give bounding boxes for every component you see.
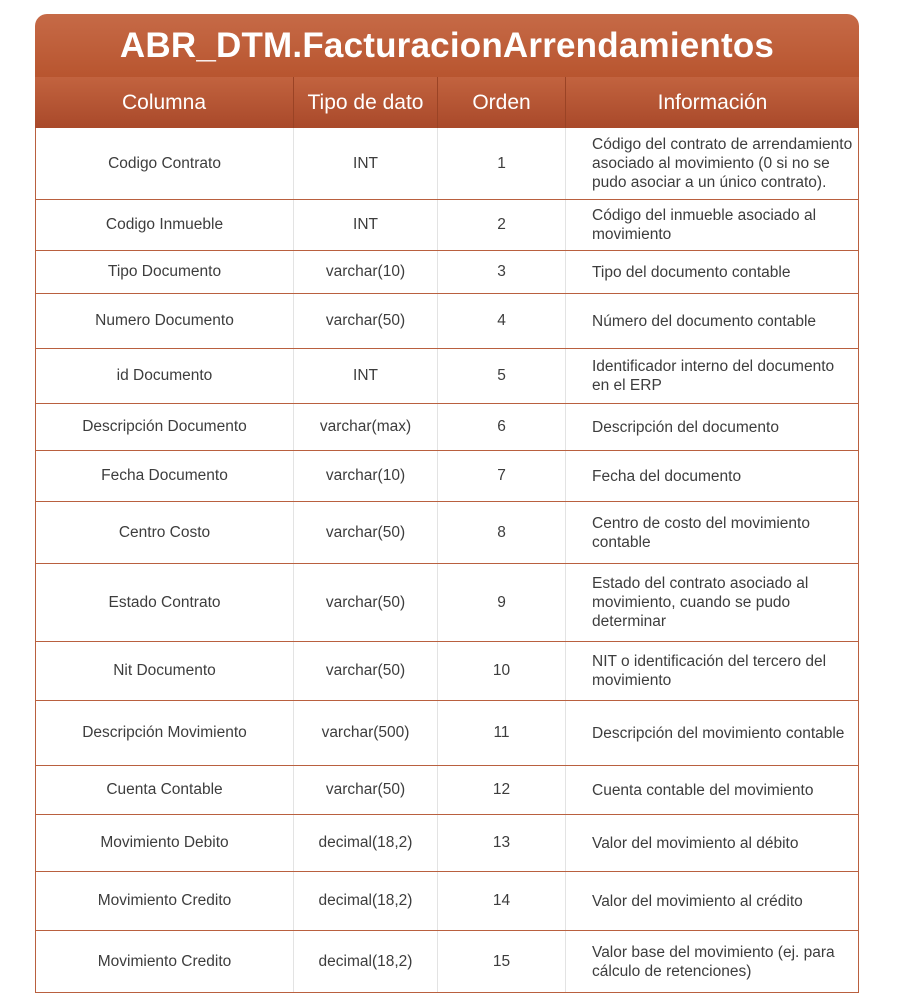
table-row: [36, 404, 858, 451]
cell-orden: 3: [437, 251, 565, 293]
cell-tipo: varchar(50): [293, 642, 437, 700]
cell-tipo: varchar(50): [293, 502, 437, 563]
cell-columna: Descripción Movimiento: [82, 724, 247, 741]
cell-columna: Tipo Documento: [107, 263, 222, 280]
cell-tipo: INT: [293, 128, 437, 199]
table-row: [36, 701, 858, 766]
cell-columna: id Documento: [116, 367, 213, 384]
cell-columna: Estado Contrato: [108, 593, 221, 611]
cell-informacion: Fecha del documento: [565, 451, 858, 501]
cell-orden: 11: [437, 701, 565, 765]
cell-tipo: decimal(18,2): [293, 872, 437, 930]
cell-orden: 6: [437, 404, 565, 450]
header-informacion: Información: [565, 77, 859, 128]
cell-informacion: Código del contrato de arrendamiento asociado al movimiento (0 si no se pudo asociar a un único contrato).: [565, 128, 858, 199]
table-row: [36, 502, 858, 564]
header-tipo-de-dato: Tipo de dato: [293, 77, 437, 128]
cell-informacion: Código del inmueble asociado al movimiento: [565, 200, 858, 250]
cell-informacion: Estado del contrato asociado al movimiento, cuando se pudo determinar: [565, 564, 858, 641]
header-orden: Orden: [437, 77, 565, 128]
cell-columna: Descripción Documento: [82, 418, 247, 435]
cell-informacion: Valor del movimiento al crédito: [565, 872, 858, 930]
cell-tipo: varchar(10): [293, 251, 437, 293]
cell-orden: 13: [437, 815, 565, 871]
table-row: [36, 128, 858, 200]
table-row: [36, 931, 858, 993]
cell-orden: 2: [437, 200, 565, 250]
table-row: [36, 642, 858, 701]
cell-orden: 7: [437, 451, 565, 501]
table-row: [36, 451, 858, 502]
table-row: [36, 200, 858, 251]
table-title: ABR_DTM.FacturacionArrendamientos: [35, 14, 859, 77]
cell-columna: Centro Costo: [118, 523, 211, 541]
cell-columna: Cuenta Contable: [106, 781, 223, 798]
cell-tipo: varchar(500): [293, 701, 437, 765]
cell-orden: 12: [437, 766, 565, 814]
cell-columna: Codigo Inmueble: [105, 216, 224, 233]
cell-columna: Codigo Contrato: [108, 154, 221, 172]
cell-orden: 15: [437, 931, 565, 992]
cell-tipo: INT: [293, 349, 437, 403]
cell-tipo: varchar(max): [293, 404, 437, 450]
cell-columna: Movimiento Credito: [97, 892, 232, 909]
cell-informacion: Identificador interno del documento en el ERP: [565, 349, 858, 403]
cell-tipo: varchar(10): [293, 451, 437, 501]
cell-columna: Movimiento Debito: [100, 834, 229, 851]
cell-tipo: varchar(50): [293, 564, 437, 641]
table-row: [36, 564, 858, 642]
cell-columna: Nit Documento: [113, 662, 216, 679]
table-row: [36, 872, 858, 931]
cell-orden: 8: [437, 502, 565, 563]
cell-informacion: NIT o identificación del tercero del movimiento: [565, 642, 858, 700]
table-row: [36, 766, 858, 815]
cell-orden: 14: [437, 872, 565, 930]
cell-orden: 5: [437, 349, 565, 403]
cell-columna: Fecha Documento: [101, 467, 228, 484]
cell-orden: 1: [437, 128, 565, 199]
cell-informacion: Tipo del documento contable: [565, 251, 858, 293]
cell-tipo: varchar(50): [293, 766, 437, 814]
table-row: [36, 815, 858, 872]
table-card: [35, 14, 859, 993]
table-row: [36, 251, 858, 294]
cell-informacion: Número del documento contable: [565, 294, 858, 348]
header-columna: Columna: [121, 90, 207, 114]
table-row: [36, 294, 858, 349]
cell-orden: 10: [437, 642, 565, 700]
table-row: [36, 349, 858, 404]
cell-informacion: Descripción del documento: [565, 404, 858, 450]
table-body: [35, 128, 859, 993]
cell-tipo: varchar(50): [293, 294, 437, 348]
cell-tipo: INT: [293, 200, 437, 250]
cell-informacion: Valor del movimiento al débito: [565, 815, 858, 871]
table-header: [35, 77, 859, 128]
cell-informacion: Centro de costo del movimiento contable: [565, 502, 858, 563]
cell-tipo: decimal(18,2): [293, 815, 437, 871]
cell-informacion: Descripción del movimiento contable: [565, 701, 858, 765]
cell-orden: 4: [437, 294, 565, 348]
cell-columna: Numero Documento: [95, 312, 234, 329]
cell-informacion: Cuenta contable del movimiento: [565, 766, 858, 814]
cell-orden: 9: [437, 564, 565, 641]
cell-columna: Movimiento Credito: [97, 952, 232, 970]
cell-informacion: Valor base del movimiento (ej. para cálculo de retenciones): [565, 931, 858, 992]
cell-tipo: decimal(18,2): [293, 931, 437, 992]
